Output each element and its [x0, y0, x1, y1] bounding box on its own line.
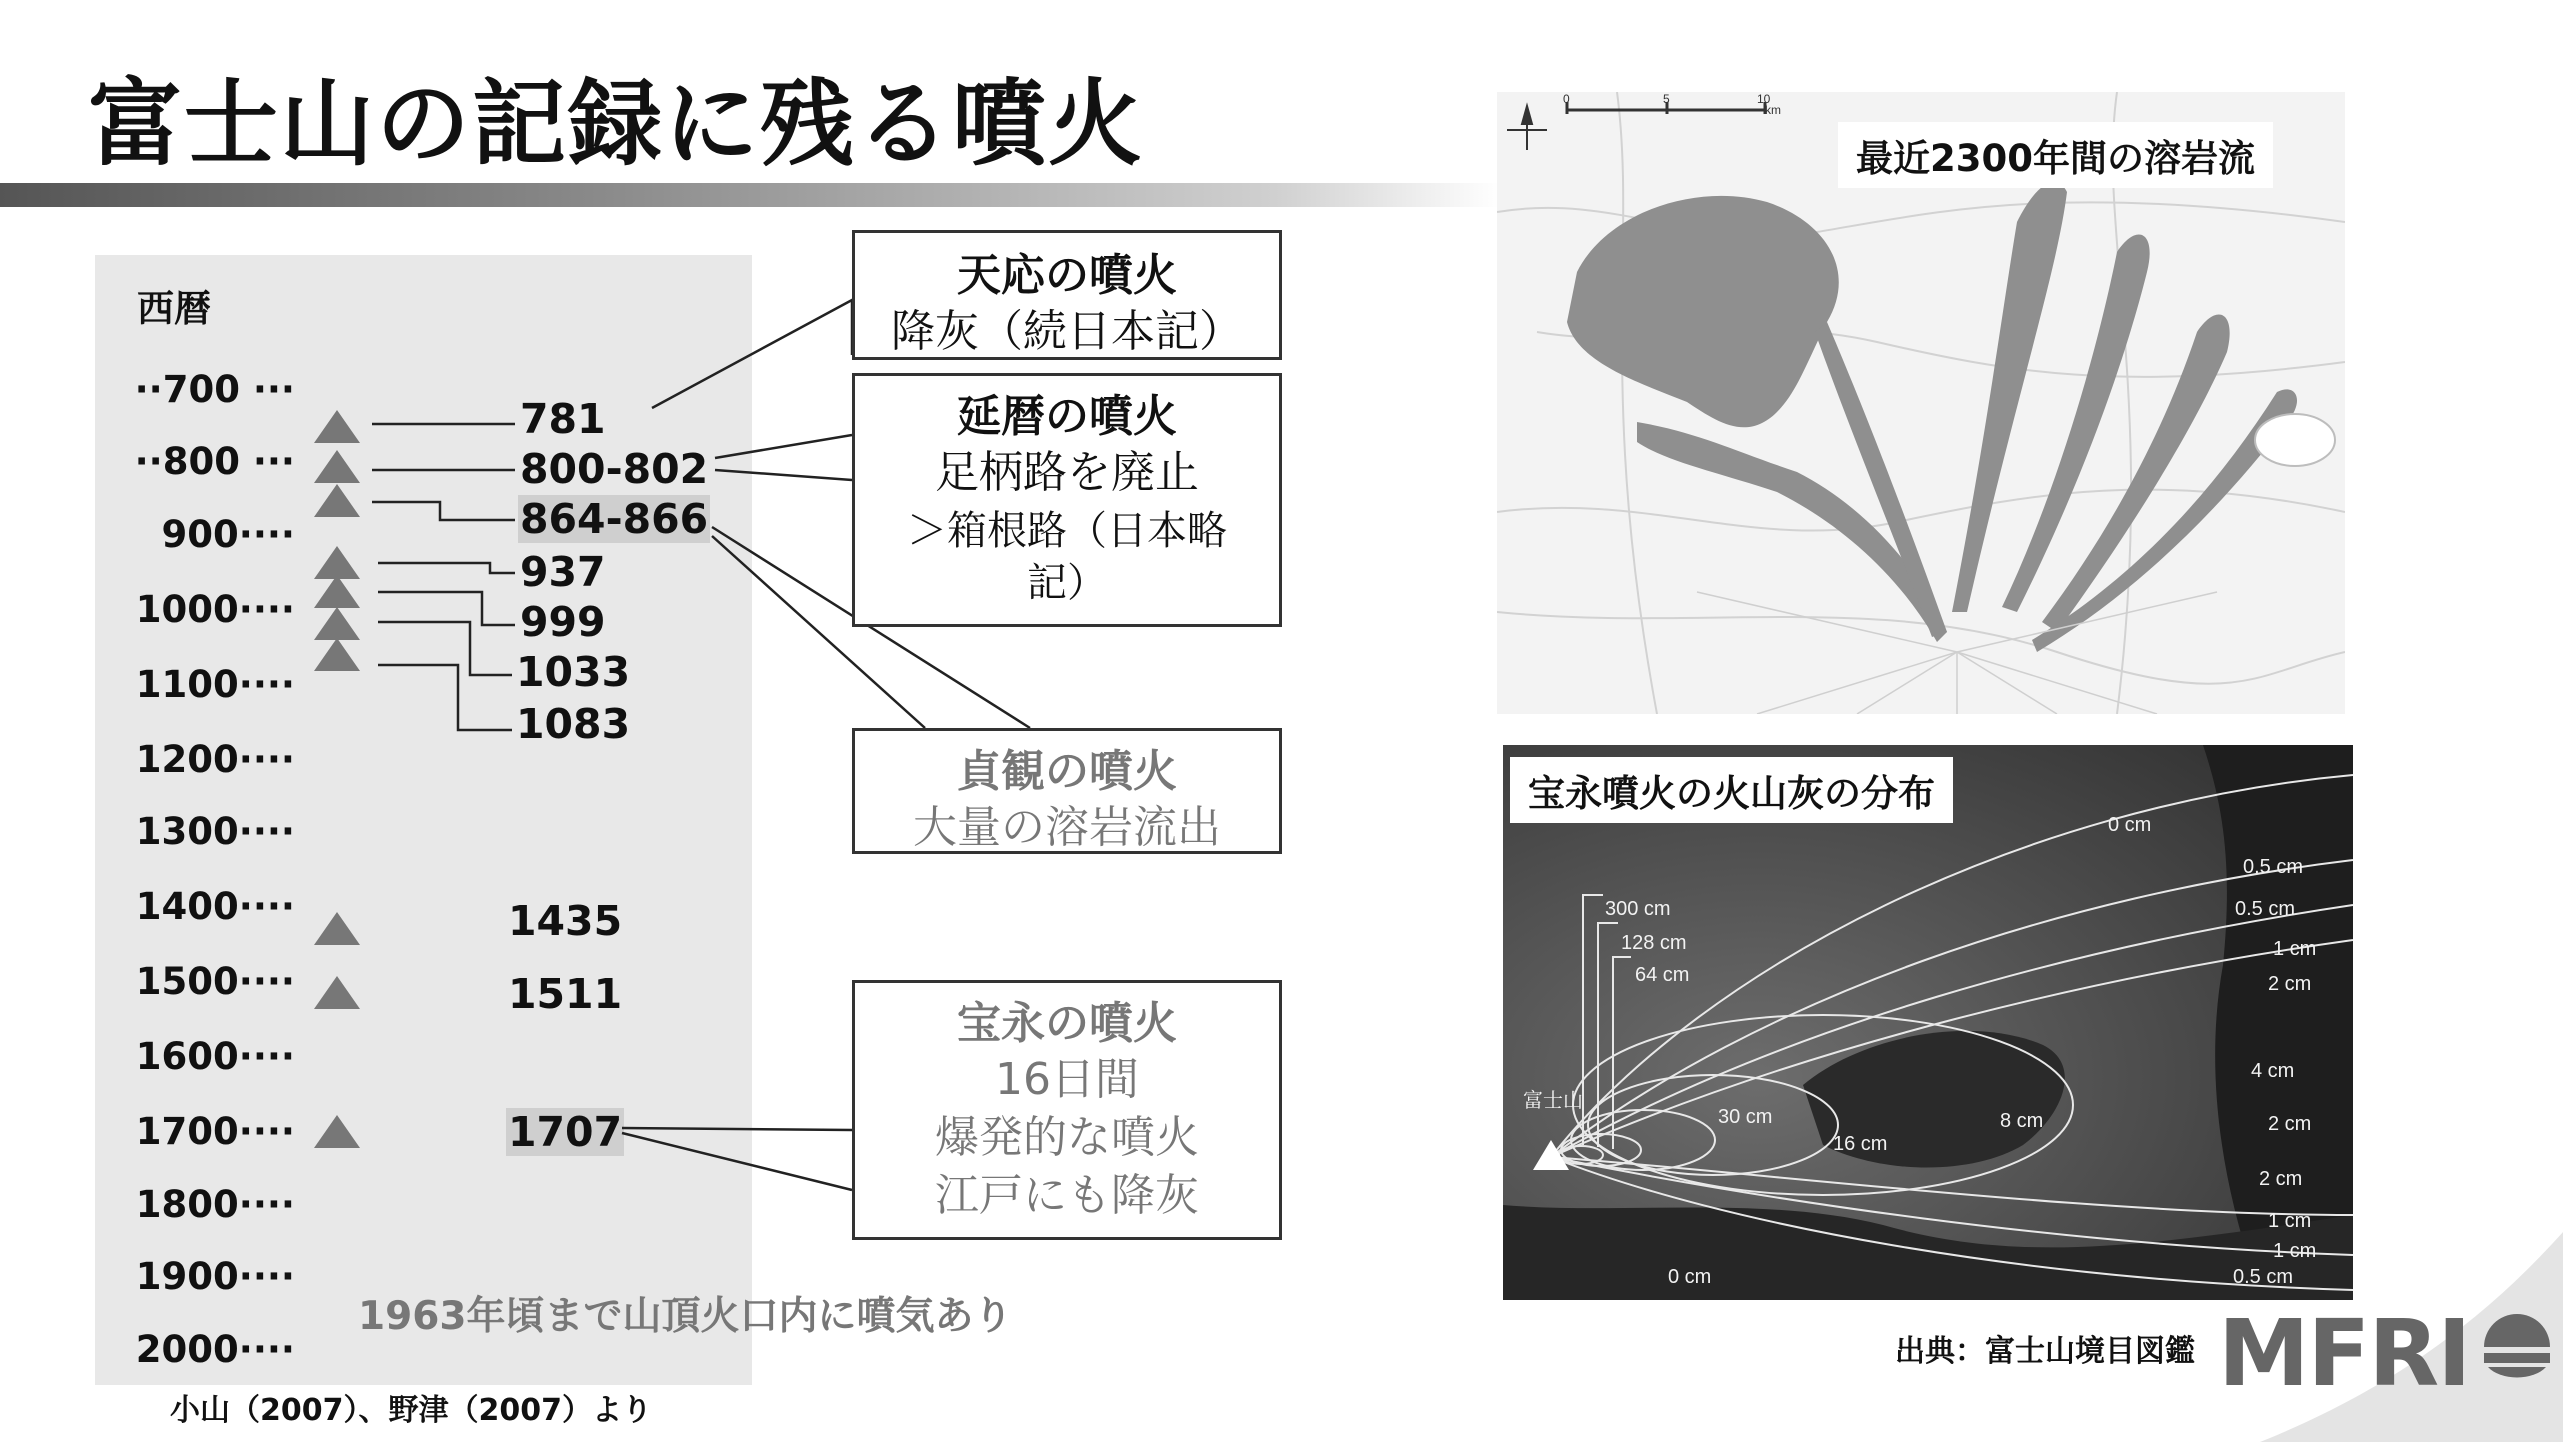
eruption-year: 800-802: [520, 445, 709, 493]
eruption-year: 1033: [516, 648, 631, 696]
isopach-label: 300 cm: [1605, 898, 1671, 920]
callout-title: 貞観の噴火: [957, 746, 1177, 797]
isopach-label: 2 cm: [2268, 973, 2312, 995]
eruption-year: 1707: [508, 1108, 623, 1156]
leader-line: [378, 622, 512, 675]
year-mark: 1500····: [135, 960, 295, 1003]
callout-pointer: [715, 435, 852, 458]
callout-enryaku: [852, 373, 1282, 627]
isopach-label: 1 cm: [2268, 1210, 2312, 1232]
scale-tick: 5: [1663, 92, 1670, 106]
eruption-marker-triangle: [314, 450, 360, 483]
isopach-label: 16 cm: [1833, 1133, 1888, 1155]
eruption-marker-triangle: [314, 484, 360, 517]
eruption-year: 937: [520, 548, 606, 596]
eruption-year: 1435: [508, 897, 623, 945]
axis-label: 西暦: [137, 287, 211, 330]
reference-note: 小山（2007）、野津（2007）より: [170, 1393, 652, 1428]
year-mark: 2000····: [135, 1328, 295, 1371]
isopach-label: 2 cm: [2268, 1113, 2312, 1135]
eruption-year: 1511: [508, 970, 623, 1018]
fumarole-note: 1963年頃まで山頂火口内に噴気あり: [358, 1294, 1013, 1339]
isopach-label: 8 cm: [2000, 1110, 2044, 1132]
callout-jogan: [852, 728, 1282, 854]
callout-body: 江戸にも降灰: [935, 1170, 1199, 1221]
eruption-year: 1083: [516, 700, 631, 748]
callout-body: 降灰（続日本記）: [891, 306, 1243, 357]
callout-body: 記）: [1027, 560, 1107, 606]
leader-line: [378, 592, 515, 625]
isopach-label: 1 cm: [2273, 1240, 2317, 1262]
scale-unit: km: [1765, 103, 1781, 117]
year-mark: 1400····: [135, 885, 295, 928]
scale-tick: 10: [1757, 92, 1771, 106]
callout-title: 天応の噴火: [957, 250, 1177, 301]
year-mark: 1200····: [135, 738, 295, 781]
year-mark: 1700····: [135, 1110, 295, 1153]
callout-pointer: [622, 1128, 852, 1130]
callout-pointer: [622, 1133, 852, 1190]
year-mark: 1300····: [135, 810, 295, 853]
ash-distribution-map: [1503, 745, 2353, 1300]
eruption-marker-triangle: [314, 912, 360, 945]
eruption-year: 781: [520, 395, 606, 443]
isopach-label: 0 cm: [1668, 1266, 1712, 1288]
source-note: 出典：富士山境目図鑑: [1895, 1334, 2195, 1369]
year-mark: 900····: [161, 513, 295, 556]
logo-mark-icon: [2478, 1305, 2556, 1385]
eruption-marker-triangle: [314, 976, 360, 1009]
callout-title: 延暦の噴火: [957, 391, 1177, 442]
year-mark: 1900····: [135, 1255, 295, 1298]
lava-map-caption: 最近2300年間の溶岩流: [1838, 122, 2273, 188]
year-mark: 1000····: [135, 588, 295, 631]
eruption-marker-triangle: [314, 546, 360, 579]
leader-line: [372, 502, 515, 520]
eruption-marker-triangle: [314, 607, 360, 640]
callout-body: 足柄路を廃止: [935, 447, 1199, 498]
isopach-label: 30 cm: [1718, 1106, 1773, 1128]
year-mark: ··800 ···: [134, 440, 295, 483]
isopach-label: 0 cm: [2108, 814, 2152, 836]
eruption-marker-triangle: [314, 1115, 360, 1148]
year-mark: 1100····: [135, 663, 295, 706]
eruption-year: 999: [520, 598, 606, 646]
isopach-label: 4 cm: [2251, 1060, 2295, 1082]
callout-hoei: [852, 980, 1282, 1240]
year-mark: 1800····: [135, 1183, 295, 1226]
callout-body: ＞箱根路（日本略: [907, 508, 1227, 554]
page-title: 富士山の記録に残る噴火: [88, 70, 1145, 179]
ash-map-caption: 宝永噴火の火山灰の分布: [1510, 757, 1953, 823]
isopach-label: 64 cm: [1635, 964, 1690, 986]
callout-tenno: [852, 230, 1282, 360]
year-mark: ··700 ···: [134, 368, 295, 411]
eruption-marker-triangle: [314, 410, 360, 443]
isopach-label: 0.5 cm: [2235, 898, 2296, 920]
callout-pointer: [715, 470, 852, 480]
year-mark: 1600····: [135, 1035, 295, 1078]
scale-tick: 0: [1563, 92, 1570, 106]
isopach-label: 0.5 cm: [2233, 1266, 2294, 1288]
lake: [2255, 414, 2335, 466]
isopach-label: 1 cm: [2273, 938, 2317, 960]
callout-pointer: [652, 300, 852, 408]
eruption-marker-triangle: [314, 638, 360, 671]
callout-body: 爆発的な噴火: [935, 1112, 1199, 1163]
callout-body: 大量の溶岩流出: [913, 802, 1221, 853]
isopach-label: 0.5 cm: [2243, 856, 2304, 878]
callout-body: 16日間: [995, 1054, 1139, 1105]
callout-title: 宝永の噴火: [957, 998, 1177, 1049]
eruption-year: 864-866: [520, 495, 709, 543]
isopach-label: 2 cm: [2259, 1168, 2303, 1190]
isopach-label: 128 cm: [1621, 932, 1687, 954]
volcano-label: 富士山: [1523, 1090, 1583, 1112]
leader-line: [378, 563, 515, 573]
logo: MFRI: [2218, 1300, 2470, 1407]
eruption-marker-triangle: [314, 575, 360, 608]
